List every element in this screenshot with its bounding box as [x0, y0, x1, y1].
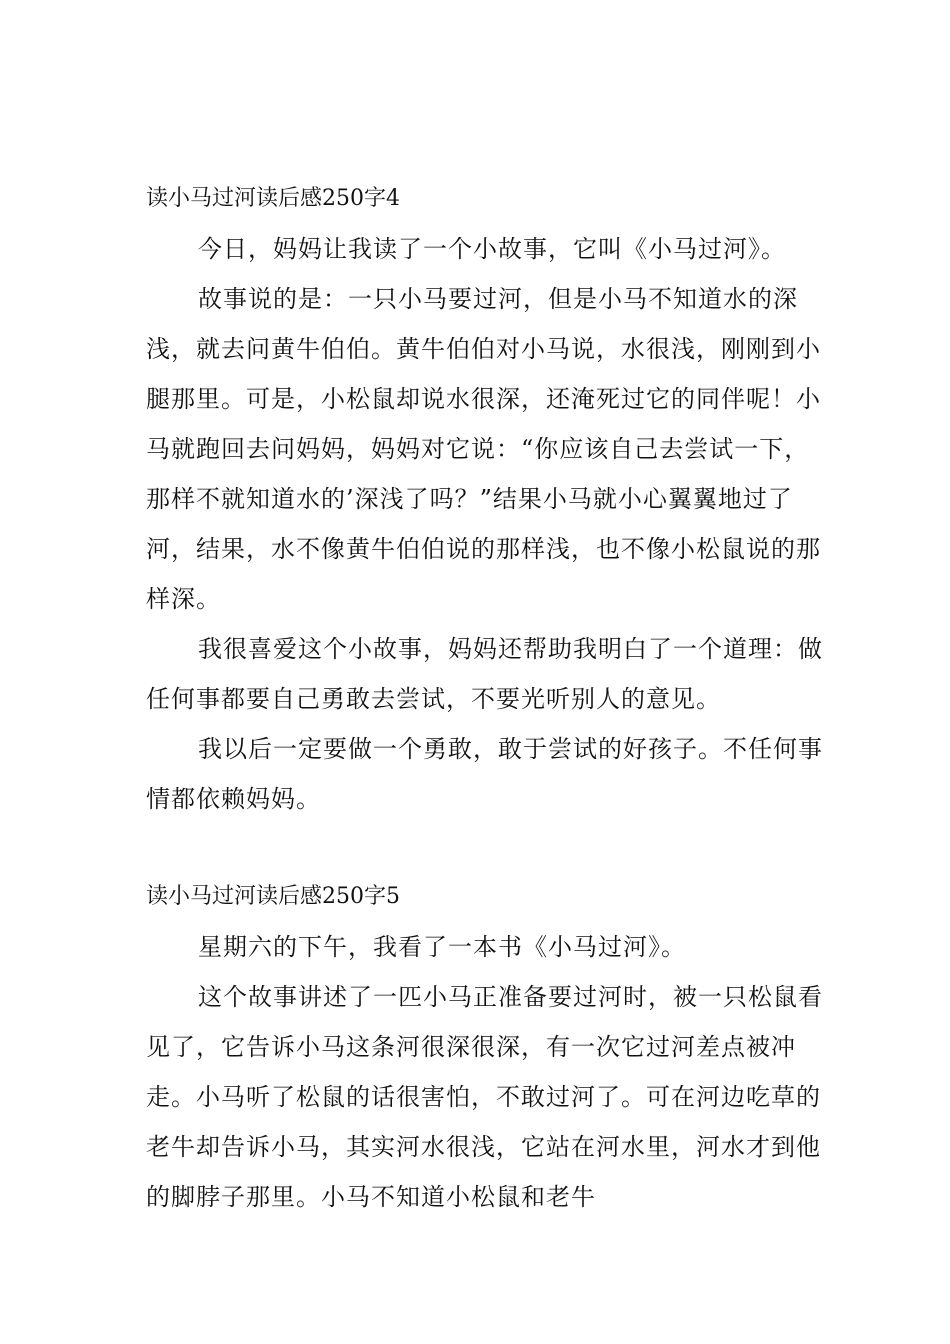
paragraph: 今日，妈妈让我读了一个小故事，它叫《小马过河》。: [198, 235, 786, 263]
paragraph: 故事说的是：一只小马要过河，但是小马不知道水的深浅，就去问黄牛伯伯。黄牛伯伯对小马说，水很浅，刚刚到小腿那里。可是，小松鼠却说水很深，还淹死过它的同伴呢！小马就跑回去问妈妈，妈妈对它说：“你应该自己去尝试一下，那样不就知道水的’深浅了吗？”结果小马就小心翼翼地过了河，结果，水不像黄牛伯伯说的那样浅，也不像小松鼠说的那样深。: [146, 285, 821, 613]
paragraph: 我以后一定要做一个勇敢，敢于尝试的好孩子。不任何事情都依赖妈妈。: [146, 735, 823, 813]
section-title: 读小马过河读后感250字5: [146, 884, 400, 909]
paragraph: 星期六的下午，我看了一本书《小马过河》。: [198, 933, 686, 961]
section-title: 读小马过河读后感250字4: [146, 186, 400, 211]
paragraph: 我很喜爱这个小故事，妈妈还帮助我明白了一个道理：做任何事都要自己勇敢去尝试，不要光听别人的意见。: [146, 635, 823, 713]
paragraph: 这个故事讲述了一匹小马正准备要过河时，被一只松鼠看见了，它告诉小马这条河很深很深，有一次它过河差点被冲走。小马听了松鼠的话很害怕，不敢过河了。可在河边吃草的老牛却告诉小马，其实河水很浅，它站在河水里，河水才到他的脚脖子那里。小马不知道小松鼠和老牛: [146, 983, 823, 1211]
